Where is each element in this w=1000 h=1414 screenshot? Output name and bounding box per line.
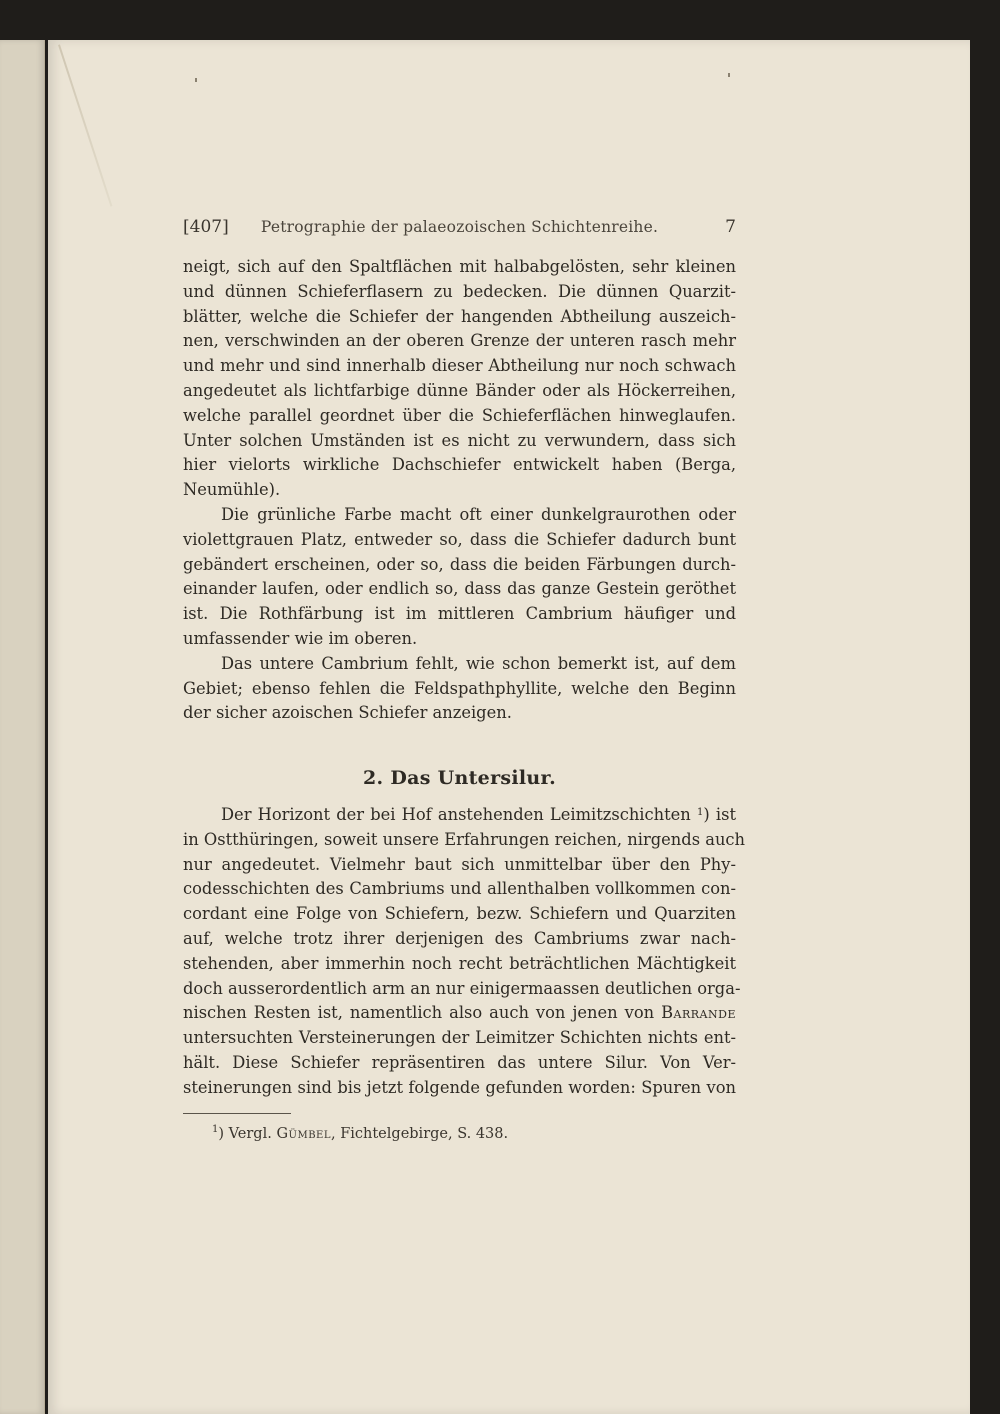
page-reference: [407]	[183, 217, 229, 237]
text-line: violettgrauen Platz, entweder so, dass die Schiefer dadurch bunt	[183, 529, 736, 549]
text-line: hier vielorts wirkliche Dachschiefer entwickelt haben (Berga,	[183, 455, 736, 475]
text-line: und mehr und sind innerhalb dieser Abtheilung nur noch schwach	[183, 356, 736, 376]
running-header	[183, 217, 736, 241]
text-line: steinerungen sind bis jetzt folgende gefunden worden: Spuren von	[183, 1077, 736, 1097]
text-line	[183, 803, 736, 828]
text-line: hält. Diese Schiefer repräsentiren das untere Silur. Von Ver-	[183, 1052, 736, 1072]
line-text: ) ist	[703, 805, 736, 824]
text-line: Das untere Cambrium fehlt, wie schon bemerkt ist, auf dem	[221, 653, 736, 673]
text-line: cordant eine Folge von Schiefern, bezw. Schiefern und Quarziten	[183, 904, 736, 924]
running-title: Petrographie der palaeozoischen Schichtenreihe.	[260, 218, 659, 236]
text-line: doch ausserordentlich arm an nur einigermaassen deutlichen orga-	[183, 978, 741, 998]
text-line: und dünnen Schieferflasern zu bedecken. Die dünnen Quarzit-	[183, 281, 736, 301]
text-line: untersuchten Versteinerungen der Leimitzer Schichten nichts ent-	[183, 1028, 736, 1048]
footnote	[212, 1126, 712, 1142]
text-block-cambrium	[183, 255, 736, 726]
text-line: einander laufen, oder endlich so, dass das ganze Gestein geröthet	[183, 579, 736, 599]
text-line: blätter, welche die Schiefer der hangenden Abtheilung auszeich-	[183, 306, 736, 326]
text-line: der sicher azoischen Schiefer anzeigen.	[183, 703, 512, 723]
text-line: neigt, sich auf den Spaltflächen mit halbabgelösten, sehr kleinen	[183, 257, 736, 276]
footnote-text: , Fichtelgebirge, S. 438.	[330, 1126, 509, 1142]
author-name: Barrande	[661, 1003, 736, 1023]
paper-speck	[728, 73, 730, 77]
text-line: Neumühle).	[183, 480, 281, 500]
paper-speck	[195, 78, 197, 82]
footnote-text: ) Vergl.	[218, 1126, 272, 1142]
footnote-author: Gümbel	[276, 1126, 331, 1142]
section-heading: 2. Das Untersilur.	[362, 767, 557, 789]
text-line	[183, 1001, 736, 1026]
text-line: umfassender wie im oberen.	[183, 628, 418, 648]
page-number: 7	[725, 217, 736, 237]
text-line: welche parallel geordnet über die Schieferflächen hinweglaufen.	[183, 405, 736, 425]
text-line: gebändert erscheinen, oder so, dass die beiden Färbungen durch-	[183, 554, 736, 574]
book-page	[48, 40, 970, 1414]
text-line: in Ostthüringen, soweit unsere Erfahrungen reichen, nirgends auch	[183, 829, 746, 849]
text-line: stehenden, aber immerhin noch recht beträchtlichen Mächtigkeit	[183, 953, 736, 973]
text-line: Gebiet; ebenso fehlen die Feldspathphyllite, welche den Beginn	[183, 678, 736, 698]
text-line: auf, welche trotz ihrer derjenigen des Cambriums zwar nach-	[183, 928, 736, 948]
line-text: Der Horizont der bei Hof anstehenden Leimitzschichten	[221, 805, 691, 824]
text-line: nen, verschwinden an der oberen Grenze der unteren rasch mehr	[183, 331, 736, 351]
text-line: Unter solchen Umständen ist es nicht zu verwundern, dass sich	[183, 430, 736, 450]
footnote-reference: 1	[696, 807, 704, 818]
text-line: angedeutet als lichtfarbige dünne Bänder oder als Höckerreihen,	[183, 380, 736, 400]
text-line: nur angedeutet. Vielmehr baut sich unmittelbar über den Phy-	[183, 854, 736, 874]
line-text: nischen Resten ist, namentlich also auch von jenen von	[183, 1003, 655, 1023]
text-line: ist. Die Rothfärbung ist im mittleren Cambrium häufiger und	[183, 604, 736, 624]
previous-page-edge	[0, 40, 45, 1414]
footnote-rule	[183, 1113, 291, 1114]
footnote-mark: 1	[212, 1124, 219, 1135]
text-line: codesschichten des Cambriums und allenthalben vollkommen con-	[183, 879, 736, 899]
text-block-untersilur	[183, 803, 746, 1101]
text-line: Die grünliche Farbe macht oft einer dunkelgraurothen oder	[221, 504, 736, 524]
